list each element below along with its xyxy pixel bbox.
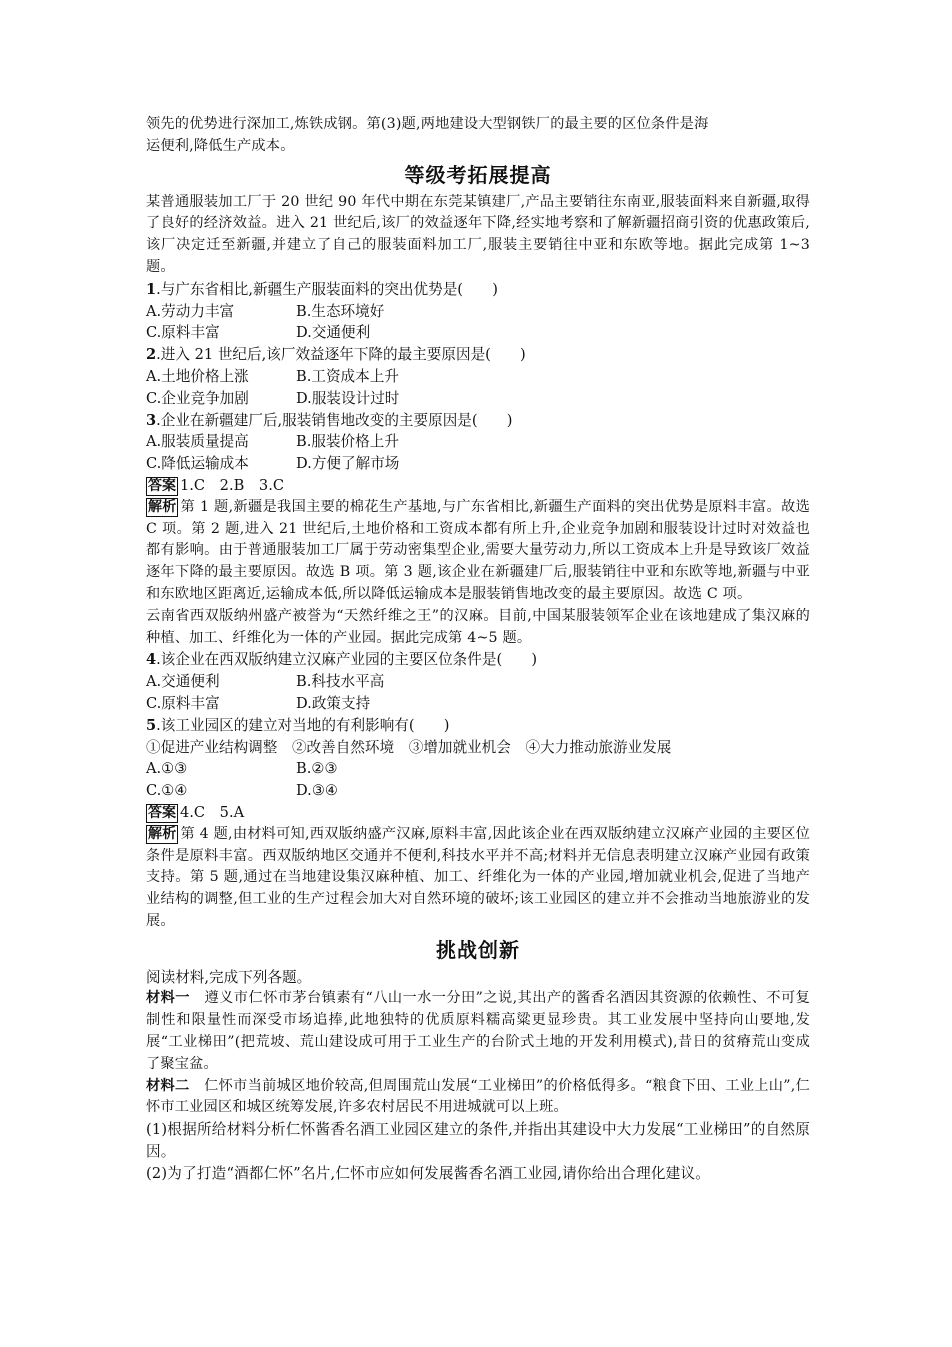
option-3c: C.降低运输成本	[146, 455, 249, 473]
option-5d: D.③④	[296, 782, 338, 800]
question-1-number: 1	[146, 280, 157, 298]
intro-line-2: 运便利,降低生产成本。	[146, 137, 295, 154]
option-1b: B.生态环境好	[296, 302, 385, 320]
question-4-text: .该企业在西双版纳建立汉麻产业园的主要区位条件是( )	[156, 651, 538, 669]
question-2-options-ab	[146, 366, 810, 388]
passage-1: 某普通服装加工厂于 20 世纪 90 年代中期在东莞某镇建厂,产品主要销往东南亚,服装面料来自新疆,取得了良好的经济效益。进入 21 世纪后,该厂的效益逐年下降,经实地考察和了解新疆招商引资的优惠政策后,该厂决定迁至新疆,并建立了自己的服装面料加工厂,服装主要销往中亚和东欧等地。据此完成第 1~3 题。	[146, 193, 810, 275]
question-1-options-ab	[146, 301, 810, 323]
question-4-options-cd	[146, 693, 810, 715]
option-3a: A.服装质量提高	[146, 433, 249, 451]
analysis-block-1	[146, 497, 810, 606]
question-4-options-ab	[146, 671, 810, 693]
option-1d: D.交通便利	[296, 324, 371, 342]
material-2-label: 材料二	[146, 1077, 190, 1094]
sub-question-2: (2)为了打造“酒都仁怀”名片,仁怀市应如何发展酱香名酒工业园,请你给出合理化建议。	[146, 1164, 711, 1182]
question-1-options-cd	[146, 322, 810, 344]
intro-paragraph	[146, 114, 810, 158]
option-4a: A.交通便利	[146, 673, 220, 691]
question-5-options-ab	[146, 758, 810, 780]
option-5c: C.①④	[146, 782, 188, 800]
question-3-options-ab	[146, 431, 810, 453]
answer-tag-2: 答案	[148, 804, 176, 821]
question-5-number: 5	[146, 716, 157, 734]
option-2c: C.企业竞争加剧	[146, 389, 249, 407]
option-5b: B.②③	[296, 760, 338, 778]
analysis-tag: 解析	[148, 498, 177, 515]
analysis-text-2: 第 4 题,由材料可知,西双版纳盛产汉麻,原料丰富,因此该企业在西双版纳建立汉麻产业园的主要区位条件是原料丰富。西双版纳地区交通并不便利,科技水平并不高;材料并无信息表明建立汉麻产业园有政策支持。第 5 题,通过在当地建设集汉麻种植、加工、纤维化为一体的产业园,增加就业机会,促进了当地产业结构的调整,但工业的生产过程会加大对自然环境的破坏;该工业园区的建立并不会推动当地旅游业的发展。	[146, 825, 810, 929]
question-2-number: 2	[146, 346, 157, 364]
material-2	[146, 1076, 810, 1120]
question-2-options-cd	[146, 388, 810, 410]
passage-2: 云南省西双版纳州盛产被誉为“天然纤维之王”的汉麻。目前,中国某服装领军企业在该地建成了集汉麻的种植、加工、纤维化为一体的产业园。据此完成第 4~5 题。	[146, 607, 810, 646]
answer-tag: 答案	[148, 477, 176, 494]
analysis-block-2	[146, 824, 810, 933]
option-4c: C.原料丰富	[146, 694, 220, 712]
answer-text-2: 4.C 5.A	[180, 803, 245, 821]
material-2-text: 仁怀市当前城区地价较高,但周围荒山发展“工业梯田”的价格低得多。“粮食下田、工业上山”,仁怀市工业园区和城区统筹发展,许多农村居民不用进城就可以上班。	[146, 1077, 810, 1116]
option-5a: A.①③	[146, 760, 188, 778]
question-4	[146, 649, 810, 671]
section-title-1: 等级考拓展提高	[404, 162, 552, 187]
question-2-text: .进入 21 世纪后,该厂效益逐年下降的最主要原因是( )	[156, 346, 526, 364]
analysis-text-1: 第 1 题,新疆是我国主要的棉花生产基地,与广东省相比,新疆生产面料的突出优势是原料丰富。故选 C 项。第 2 题,进入 21 世纪后,土地价格和工资成本都有所上升,企业竞争加剧和服装设计过时对效益也都有影响。由于普通服装加工厂属于劳动密集型企业,需要大量劳动力,所以工资成本上升是导致该厂效益逐年下降的最主要原因。故选 B 项。第 3 题,该企业在新疆建厂后,服装销往中亚和东欧等地,新疆与中亚和东欧地区距离近,运输成本低,所以降低运输成本是服装销售地改变的最主要原因。故选 C 项。	[146, 498, 810, 602]
option-2d: D.服装设计过时	[296, 389, 400, 407]
question-3-options-cd	[146, 453, 810, 475]
question-1	[146, 279, 810, 301]
question-5-items: ①促进产业结构调整 ②改善自然环境 ③增加就业机会 ④大力推动旅游业发展	[146, 738, 672, 756]
intro-line-1: 领先的优势进行深加工,炼铁成钢。第(3)题,两地建设大型钢铁厂的最主要的区位条件是海	[146, 116, 709, 132]
answer-block-2	[146, 802, 810, 824]
question-2	[146, 344, 810, 366]
material-1-label: 材料一	[146, 990, 190, 1007]
option-2b: B.工资成本上升	[296, 367, 399, 385]
question-3	[146, 410, 810, 432]
option-4b: B.科技水平高	[296, 673, 385, 691]
option-2a: A.土地价格上涨	[146, 367, 249, 385]
analysis-tag-2: 解析	[148, 825, 177, 842]
document-page	[146, 114, 810, 1185]
question-3-number: 3	[146, 411, 157, 429]
question-4-number: 4	[146, 651, 157, 669]
option-3d: D.方便了解市场	[296, 455, 400, 473]
option-1a: A.劳动力丰富	[146, 302, 235, 320]
question-1-text: .与广东省相比,新疆生产服装面料的突出优势是( )	[156, 280, 498, 298]
material-1	[146, 988, 810, 1075]
question-5-options-cd	[146, 780, 810, 802]
question-3-text: .企业在新疆建厂后,服装销售地改变的主要原因是( )	[156, 411, 513, 429]
option-4d: D.政策支持	[296, 694, 371, 712]
instruction: 阅读材料,完成下列各题。	[146, 968, 312, 986]
answer-text-1: 1.C 2.B 3.C	[180, 476, 285, 494]
material-1-text: 遵义市仁怀市茅台镇素有“八山一水一分田”之说,其出产的酱香名酒因其资源的依赖性、不可复制性和限量性而深受市场追捧,此地独特的优质原料糯高粱更显珍贵。其工业发展中坚持向山要地,发展“工业梯田”(把荒坡、荒山建设成可用于工业生产的台阶式土地的开发利用模式),昔日的贫瘠荒山变成了聚宝盆。	[146, 990, 810, 1072]
sub-question-1: (1)根据所给材料分析仁怀酱香名酒工业园区建立的条件,并指出其建设中大力发展“工业梯田”的自然原因。	[146, 1121, 810, 1161]
answer-block-1	[146, 475, 810, 497]
section-title-2: 挑战创新	[436, 937, 520, 962]
question-5-text: .该工业园区的建立对当地的有利影响有( )	[156, 716, 450, 734]
question-5	[146, 715, 810, 737]
option-3b: B.服装价格上升	[296, 433, 399, 451]
option-1c: C.原料丰富	[146, 324, 220, 342]
